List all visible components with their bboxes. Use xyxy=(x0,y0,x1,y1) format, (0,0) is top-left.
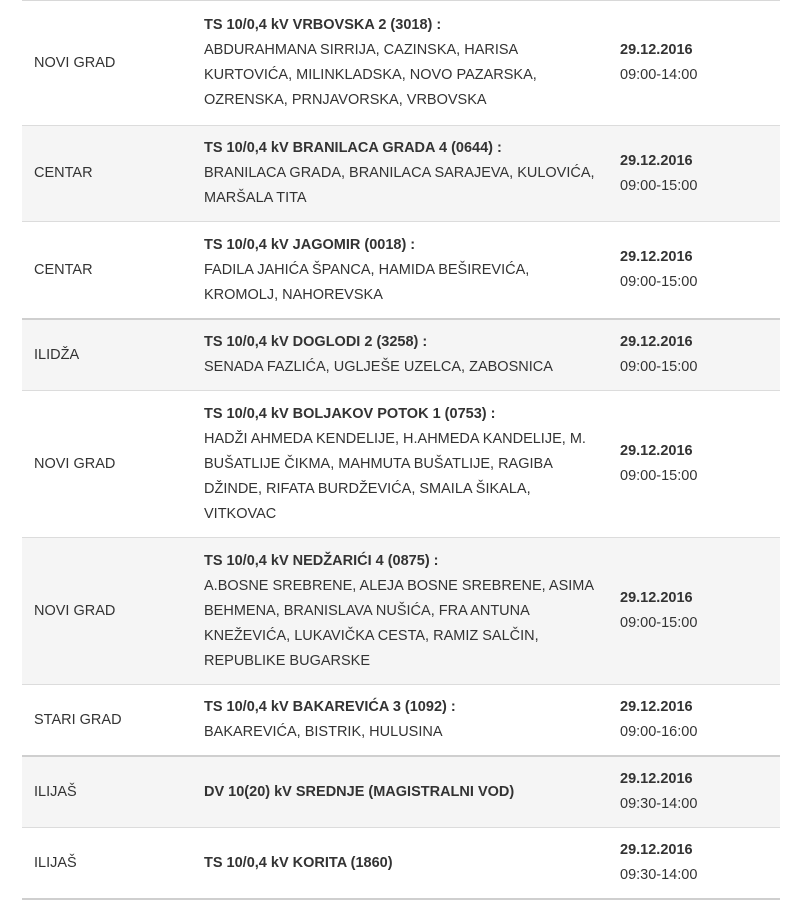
street-list: BAKAREVIĆA, BISTRIK, HULUSINA xyxy=(204,724,443,740)
station-name: TS 10/0,4 kV JAGOMIR (0018) : xyxy=(204,236,416,253)
outage-hours: 09:00-16:00 xyxy=(620,724,698,740)
table-row xyxy=(22,0,780,126)
description-cell xyxy=(192,780,608,805)
station-name: TS 10/0,4 kV BAKAREVIĆA 3 (1092) : xyxy=(204,699,456,715)
table-row xyxy=(22,757,780,828)
station-name: TS 10/0,4 kV BOLJAKOV POTOK 1 (0753) : xyxy=(204,405,496,422)
outage-table xyxy=(22,0,780,900)
area-cell: STARI GRAD xyxy=(34,711,122,728)
area-cell: CENTAR xyxy=(34,261,93,278)
table-row xyxy=(22,391,780,538)
outage-date: 29.12.2016 xyxy=(620,334,693,350)
station-name: TS 10/0,4 kV VRBOVSKA 2 (3018) : xyxy=(204,17,442,33)
description-cell xyxy=(192,851,608,876)
outage-hours: 09:00-14:00 xyxy=(620,67,698,83)
description-cell xyxy=(192,233,608,308)
area-cell: NOVI GRAD xyxy=(34,455,116,472)
description-cell xyxy=(192,13,608,113)
outage-date: 29.12.2016 xyxy=(620,771,693,787)
outage-date: 29.12.2016 xyxy=(620,152,693,169)
description-cell xyxy=(192,549,608,674)
outage-date: 29.12.2016 xyxy=(620,443,693,459)
table-row xyxy=(22,538,780,685)
outage-hours: 09:30-14:00 xyxy=(620,867,698,883)
outage-hours: 09:00-15:00 xyxy=(620,359,698,375)
area-cell: NOVI GRAD xyxy=(34,602,116,619)
outage-hours: 09:00-15:00 xyxy=(620,274,698,290)
outage-date: 29.12.2016 xyxy=(620,590,693,606)
outage-hours: 09:00-15:00 xyxy=(620,468,698,484)
station-name: DV 10(20) kV SREDNJE (MAGISTRALNI VOD) xyxy=(204,783,515,800)
street-list: BRANILACA GRADA, BRANILACA SARAJEVA, KULOVIĆA, MARŠALA TITA xyxy=(204,165,595,206)
area-cell: ILIDŽA xyxy=(34,346,80,363)
outage-date: 29.12.2016 xyxy=(620,699,693,715)
area-cell: ILIJAŠ xyxy=(34,854,77,871)
street-list: ABDURAHMANA SIRRIJA, CAZINSKA, HARISA KURTOVIĆA, MILINKLADSKA, NOVO PAZARSKA, OZRENSKA, PRNJAVORSKA, VRBOVSKA xyxy=(204,42,537,108)
outage-date: 29.12.2016 xyxy=(620,842,693,858)
time-cell xyxy=(608,149,780,199)
table-row xyxy=(22,320,780,391)
area-cell: NOVI GRAD xyxy=(34,54,116,71)
station-name: TS 10/0,4 kV KORITA (1860) xyxy=(204,854,393,871)
station-name: TS 10/0,4 kV BRANILACA GRADA 4 (0644) : xyxy=(204,140,502,156)
time-cell xyxy=(608,838,780,888)
table-row xyxy=(22,828,780,900)
time-cell xyxy=(608,695,780,745)
time-cell xyxy=(608,330,780,380)
outage-hours: 09:00-15:00 xyxy=(620,177,698,194)
outage-hours: 09:00-15:00 xyxy=(620,615,698,631)
area-cell: ILIJAŠ xyxy=(34,783,77,800)
outage-date: 29.12.2016 xyxy=(620,42,693,58)
time-cell xyxy=(608,586,780,636)
street-list: FADILA JAHIĆA ŠPANCA, HAMIDA BEŠIREVIĆA, KROMOLJ, NAHOREVSKA xyxy=(204,261,530,303)
table-row xyxy=(22,685,780,757)
outage-hours: 09:30-14:00 xyxy=(620,796,698,812)
station-name: TS 10/0,4 kV NEDŽARIĆI 4 (0875) : xyxy=(204,552,439,569)
street-list: A.BOSNE SREBRENE, ALEJA BOSNE SREBRENE, ASIMA BEHMENA, BRANISLAVA NUŠIĆA, FRA ANTUNA KNEŽEVIĆA, LUKAVIČKA CESTA, RAMIZ SALČIN, REPUBLIKE BUGARSKE xyxy=(204,577,594,669)
area-cell: CENTAR xyxy=(34,165,93,181)
time-cell xyxy=(608,38,780,88)
time-cell xyxy=(608,767,780,817)
station-name: TS 10/0,4 kV DOGLODI 2 (3258) : xyxy=(204,334,428,350)
table-row xyxy=(22,222,780,320)
description-cell xyxy=(192,402,608,527)
description-cell xyxy=(192,136,608,211)
time-cell xyxy=(608,439,780,489)
description-cell xyxy=(192,330,608,380)
outage-date: 29.12.2016 xyxy=(620,249,693,265)
street-list: HADŽI AHMEDA KENDELIJE, H.AHMEDA KANDELIJE, M. BUŠATLIJE ČIKMA, MAHMUTA BUŠATLIJE, RAGIBA DŽINDE, RIFATA BURDŽEVIĆA, SMAILA ŠIKALA, VITKOVAC xyxy=(204,430,586,522)
time-cell xyxy=(608,245,780,295)
street-list: SENADA FAZLIĆA, UGLJEŠE UZELCA, ZABOSNICA xyxy=(204,359,553,375)
table-row xyxy=(22,126,780,222)
description-cell xyxy=(192,695,608,745)
